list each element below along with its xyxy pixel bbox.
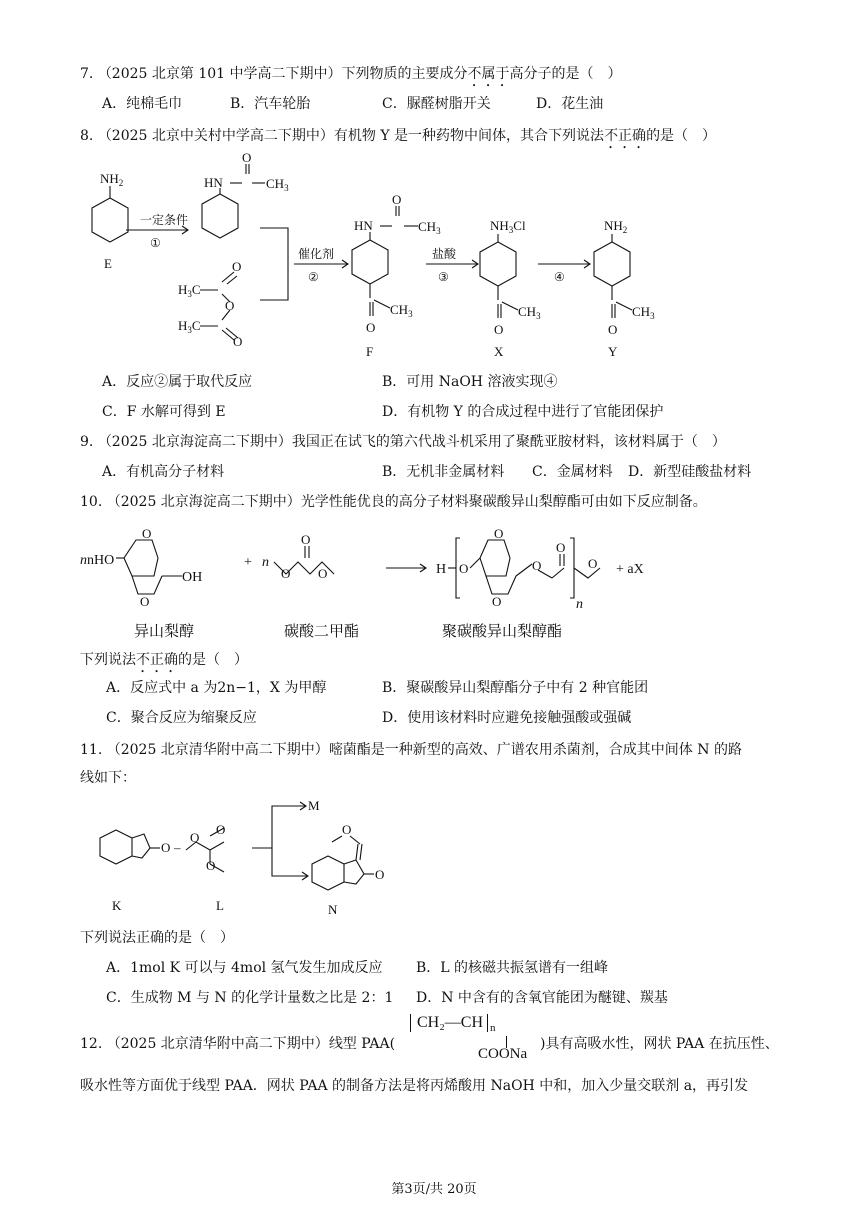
- paa-sidechain: COONa: [478, 1046, 528, 1062]
- svg-text:O: O: [608, 322, 618, 337]
- k-ring: [100, 830, 132, 864]
- paa-backbone: CH₂—CH: [417, 1014, 484, 1031]
- q8-emphasis: 不正确: [604, 128, 647, 144]
- svg-text:O: O: [375, 867, 385, 882]
- svg-text:O: O: [494, 526, 504, 541]
- y-ring: [594, 242, 630, 286]
- svg-text:O: O: [392, 192, 402, 207]
- q7-stem-a: 下列物质的主要成分: [341, 66, 468, 82]
- q8-stem-a: 有机物 Y 是一种药物中间体，其合下列说法: [333, 128, 605, 144]
- x-ring: [480, 242, 516, 286]
- svg-text:O: O: [225, 298, 235, 313]
- label-y: Y: [608, 344, 618, 359]
- q8-source: （2025 北京中关村中学高二下期中）: [97, 128, 334, 144]
- f-ring: [352, 240, 388, 284]
- svg-text:H: H: [436, 562, 447, 577]
- q10-sub-stem: 下列说法不正确的是（ ）: [80, 652, 248, 668]
- q10-stem: [80, 492, 707, 512]
- q7-option-b: B．汽车轮胎: [230, 96, 311, 112]
- svg-text:O: O: [233, 334, 243, 349]
- paa-formula: CH₂—CH $_n$ COONa: [410, 1014, 550, 1066]
- cond1-label: 一定条件: [140, 213, 189, 227]
- svg-text:O: O: [318, 566, 328, 581]
- q8-stem-b: 的是（ ）: [646, 128, 717, 144]
- svg-text:CH3: $CH_3$: [390, 302, 413, 319]
- svg-text:O: O: [142, 526, 152, 541]
- q9-option-a: A．有机高分子材料: [102, 464, 225, 480]
- svg-text:O: O: [342, 822, 352, 837]
- svg-text:O: O: [492, 594, 502, 609]
- page-footer: 第3页/共 20页: [391, 1182, 477, 1197]
- q7-stem: [80, 64, 622, 90]
- svg-text:O: O: [242, 150, 252, 165]
- q8-option-c: C．F 水解可得到 E: [102, 404, 226, 420]
- svg-text:n: n: [576, 597, 583, 612]
- svg-text:O: O: [532, 558, 542, 573]
- q11-stem: [80, 740, 742, 760]
- label-e: E: [104, 256, 112, 271]
- q11-number: 11.: [80, 742, 103, 758]
- svg-text:O: O: [206, 858, 216, 873]
- q9-source: （2025 北京海淀高二下期中）: [97, 434, 292, 450]
- svg-text:O: O: [366, 320, 376, 335]
- svg-text:CH3: $CH_3$: [418, 219, 441, 236]
- q9-stem-text: 我国正在试飞的第六代战斗机采用了聚酰亚胺材料，该材料属于（ ）: [291, 434, 726, 450]
- q7-option-d: D．花生油: [536, 96, 604, 112]
- q11-option-c: C．生成物 M 与 N 的化学计量数之比是 2：1: [106, 990, 394, 1006]
- q11-stem-line2: 线如下：: [80, 770, 136, 786]
- cond2-label: 催化剂: [298, 247, 335, 261]
- q9-number: 9.: [80, 434, 94, 450]
- label-f: F: [366, 344, 374, 359]
- svg-text:H3C: $H_3C$: [178, 318, 201, 335]
- q8-option-a: A．反应②属于取代反应: [102, 374, 253, 390]
- q8-option-d: D．有机物 Y 的合成过程中进行了官能团保护: [382, 404, 664, 420]
- q10-reaction-scheme: [76, 518, 676, 643]
- q8-number: 8.: [80, 128, 94, 144]
- svg-text:O: O: [216, 822, 226, 837]
- svg-text:O: O: [494, 322, 504, 337]
- q10-stem-text: 光学性能优良的高分子材料聚碳酸异山梨醇酯可由如下反应制备。: [300, 494, 707, 510]
- label-x: X: [494, 344, 504, 359]
- q12-source: （2025 北京清华附中高二下期中）: [106, 1036, 329, 1052]
- q10-option-c: C．聚合反应为缩聚反应: [106, 710, 257, 726]
- svg-text:NH3Cl: $NH_3Cl$: [490, 218, 526, 235]
- svg-text:O: O: [190, 830, 200, 845]
- q11-option-b: B．L 的核磁共振氢谱有一组峰: [416, 960, 609, 976]
- q7-stem-b: 高分子的是（ ）: [509, 66, 622, 82]
- q9-option-c: C．金属材料: [532, 464, 613, 480]
- svg-text:n: n: [262, 555, 269, 570]
- q11-stem-line1: 嘧菌酯是一种新型的高效、广谱农用杀菌剂，合成其中间体 N 的路: [328, 742, 742, 758]
- svg-text:O: O: [588, 556, 598, 571]
- svg-text:③: ③: [438, 270, 449, 284]
- svg-text:O: O: [556, 540, 566, 555]
- acetanilide-ring: [202, 194, 238, 238]
- q10-number: 10.: [80, 494, 103, 510]
- svg-text:O: O: [140, 594, 150, 609]
- q9-option-b: B．无机非金属材料: [382, 464, 505, 480]
- svg-text:OH: OH: [182, 570, 203, 585]
- q11-source: （2025 北京清华附中高二下期中）: [106, 742, 329, 758]
- svg-text:O: O: [161, 840, 171, 855]
- q7-option-c: C．脲醛树脂开关: [382, 96, 491, 112]
- n-ring: [312, 856, 344, 890]
- q8-stem: [80, 126, 716, 152]
- q12-line1: 12. （2025 北京清华附中高二下期中）线型 PAA(: [80, 1036, 396, 1052]
- label-n: N: [328, 902, 338, 917]
- q11-option-d: D．N 中含有的含氧官能团为醚键、羰基: [416, 990, 668, 1006]
- q9-stem: [80, 432, 726, 452]
- svg-text:CH3: $CH_3$: [266, 176, 289, 193]
- svg-text:O: O: [301, 532, 311, 547]
- svg-text:CH3: $CH_3$: [632, 304, 655, 321]
- q10-option-d: D．使用该材料时应避免接触强酸或强碱: [382, 710, 632, 726]
- svg-text:②: ②: [308, 270, 319, 284]
- svg-text:NH2: $NH_2$: [100, 171, 124, 188]
- svg-text:NH2: $NH_2$: [604, 218, 628, 235]
- name-polycarbonate: 聚碳酸异山梨醇酯: [442, 624, 563, 640]
- q8-reaction-scheme: [70, 150, 690, 365]
- svg-text:HN: HN: [354, 218, 373, 233]
- label-m: M: [308, 798, 320, 813]
- q11-reaction-scheme: [76, 794, 416, 919]
- svg-text:nnHO: nnHO: [80, 553, 115, 568]
- name-dimethyl-carbonate: 碳酸二甲酯: [284, 624, 360, 640]
- q10-option-a: A．反应式中 a 为2n−1，X 为甲醇: [106, 680, 327, 696]
- q12-number: 12.: [80, 1036, 103, 1052]
- name-isosorbide: 异山梨醇: [134, 624, 195, 640]
- q8-option-b: B．可用 NaOH 溶液实现④: [382, 374, 558, 390]
- q7-number: 7.: [80, 66, 94, 82]
- cond3-label: 盐酸: [432, 247, 457, 261]
- q12-line2: 吸水性等方面优于线型 PAA．网状 PAA 的制备方法是将丙烯酸用 NaOH 中和，加入少量交联剂 a，再引发: [80, 1078, 749, 1094]
- svg-text:O: O: [232, 259, 242, 274]
- svg-text:HN: HN: [204, 175, 223, 190]
- q11-sub-stem: 下列说法正确的是（ ）: [80, 930, 234, 946]
- q12-line1-rest: )具有高吸水性，网状 PAA 在抗压性、: [540, 1036, 779, 1052]
- q9-option-d: D．新型硅酸盐材料: [628, 464, 752, 480]
- svg-text:+ aX: + aX: [616, 562, 644, 577]
- svg-text:O: O: [281, 566, 291, 581]
- svg-text:+: +: [244, 555, 252, 570]
- svg-text:CH3: $CH_3$: [518, 304, 541, 321]
- svg-text:①: ①: [150, 236, 161, 250]
- svg-text:④: ④: [554, 270, 565, 284]
- q7-emphasis: 不属于: [467, 66, 510, 82]
- label-k: K: [112, 898, 122, 913]
- q7-source: （2025 北京第 101 中学高二下期中）: [97, 66, 342, 82]
- svg-text:–: –: [174, 840, 181, 855]
- q10-option-b: B．聚碳酸异山梨醇酯分子中有 2 种官能团: [382, 680, 649, 696]
- svg-text:H3C: $H_3C$: [178, 282, 201, 299]
- e-benzene-ring: [92, 198, 128, 242]
- q11-option-a: A．1mol K 可以与 4mol 氢气发生加成反应: [106, 960, 383, 976]
- q10-source: （2025 北京海淀高二下期中）: [106, 494, 301, 510]
- label-l: L: [216, 898, 224, 913]
- q10-emphasis: 不正确: [136, 652, 178, 668]
- q7-option-a: A．纯棉毛巾: [102, 96, 183, 112]
- svg-text:O: O: [459, 561, 469, 576]
